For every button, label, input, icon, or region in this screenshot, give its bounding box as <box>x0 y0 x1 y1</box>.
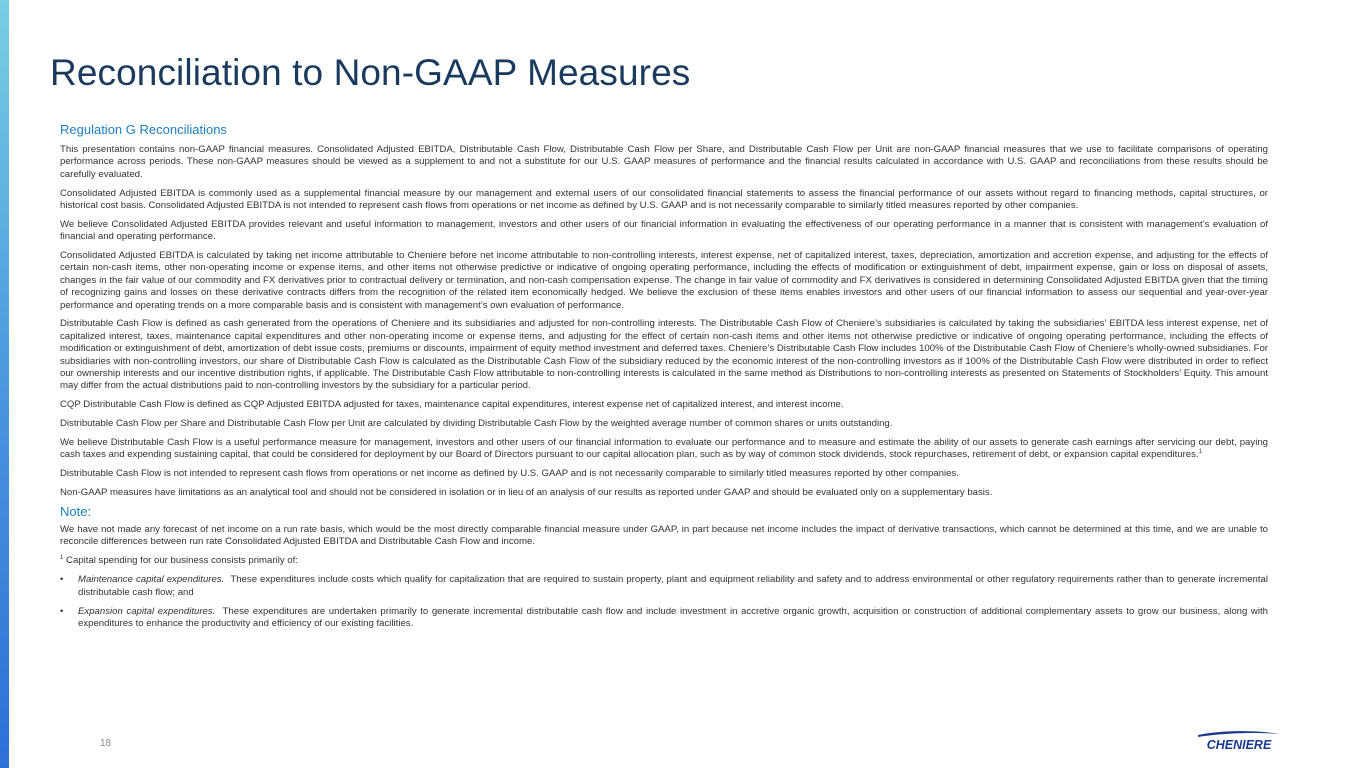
footnote-intro-text: Capital spending for our business consists primarily of: <box>66 554 298 566</box>
paragraph-non-gaap-limitations: Non-GAAP measures have limitations as an analytical tool and should not be considered in isolation or in lieu of an analysis of our results as reported under GAAP and should be evaluated only on a supplementary basis. <box>60 486 993 498</box>
bullet-description: These expenditures are undertaken primarily to generate incremental distributable cash flow and include investment in accretive organic growth, acquisition or construction of additional complementary assets to grow our business, along with expenditures to enhance the productivity and efficiency of our existing facilities. <box>78 606 1268 630</box>
bullet-term: Maintenance capital expenditures. <box>78 574 225 586</box>
paragraph-dcf-definition: Distributable Cash Flow is defined as cash generated from the operations of Cheniere and its subsidiaries and adjusted for non-controlling interests. The Distributable Cash Flow of Cheniere’s subsidiaries is calculated by taking the subsidiaries’ EBITDA less interest expense, net of capitalized interest, taxes, maintenance capital expenditures and other non-operating income or expense items, and adjusting for the effect of certain non-cash items and other items not otherwise predictive or indicative of ongoing operating performance, including the effects of modification or extinguishment of debt, amortization of debt issue costs, premiums or discounts, impairment of equity method investment and deferred taxes. Cheniere’s Distributable Cash Flow includes 100% of the Distributable Cash Flow of Cheniere’s wholly-owned subsidiaries. For subsidiaries with non-controlling investors, our share of Distributable Cash Flow is calculated as the Distributable Cash Flow of the subsidiary reduced by the economic interest of the non-controlling investors as if 100% of the Distributable Cash Flow were distributed in order to reflect our ownership interests and our incentive distribution rights, if applicable. The Distributable Cash Flow attributable to non-controlling interests is calculated in the same method as Distributions to non-controlling interests as presented on Statements of Stockholders’ Equity. This amount may differ from the actual distributions paid to non-controlling investors by the subsidiary for a particular period. <box>60 318 1268 392</box>
note-paragraph: We have not made any forecast of net income on a run rate basis, which would be the most directly comparable financial measure under GAAP, in part because net income includes the impact of derivative transactions, which cannot be determined at this time, and we are unable to reconcile differences between run rate Consolidated Adjusted EBITDA and Distributable Cash Flow and income. <box>60 523 1268 548</box>
content-area <box>60 122 1268 638</box>
paragraph-dcf-per-share: Distributable Cash Flow per Share and Distributable Cash Flow per Unit are calculated by dividing Distributable Cash Flow by the weighted average number of common shares or units outstanding. <box>60 418 893 430</box>
paragraph-ebitda-usage: Consolidated Adjusted EBITDA is commonly used as a supplemental financial measure by our management and external users of our consolidated financial statements to assess the financial performance of our assets without regard to financing methods, capital structures, or historical cost basis. Consolidated Adjusted EBITDA is not intended to represent cash flows from operations or net income as defined by U.S. GAAP and is not necessarily comparable to similarly titled measures reported by other companies. <box>60 187 1268 212</box>
bullet-icon: • <box>60 606 64 618</box>
footnote-marker: 1 <box>1198 449 1202 456</box>
paragraph-ebitda-belief: We believe Consolidated Adjusted EBITDA provides relevant and useful information to management, investors and other users of our financial information in evaluating the effectiveness of our operating performance in a manner that is consistent with management’s evaluation of financial and operating performance. <box>60 218 1268 243</box>
paragraph-intro: This presentation contains non-GAAP financial measures. Consolidated Adjusted EBITDA, Distributable Cash Flow, Distributable Cash Flow per Share, and Distributable Cash Flow per Unit are non-GAAP financial measures that we use to facilitate comparisons of operating performance across periods. These non-GAAP measures should be viewed as a supplement to and not a substitute for our U.S. GAAP measures of performance and the financial results calculated in accordance with U.S. GAAP and reconciliations from these results should be carefully evaluated. <box>60 144 1268 180</box>
paragraph-dcf-belief-text: We believe Distributable Cash Flow is a useful performance measure for management, investors and other users of our financial information to evaluate our performance and to measure and estimate the ability of our assets to generate cash earnings after servicing our debt, paying cash taxes and expending sustaining capital, that could be considered for deployment by our Board of Directors pursuant to our capital allocation plan, such as by way of common stock dividends, stock repurchases, retirement of debt, or expansion capital expenditures. <box>60 436 1268 461</box>
bullet-text <box>78 574 1268 599</box>
logo-text: CHENIERE <box>1206 738 1272 752</box>
accent-bar <box>0 0 9 768</box>
paragraph-dcf-limitation: Distributable Cash Flow is not intended to represent cash flows from operations or net income as defined by U.S. GAAP and is not necessarily comparable to similarly titled measures reported by other companies. <box>60 468 959 480</box>
paragraph-ebitda-calculation: Consolidated Adjusted EBITDA is calculated by taking net income attributable to Cheniere before net income attributable to non-controlling interests, interest expense, net of capitalized interest, taxes, depreciation, amortization and accretion expense, and adjusting for the effects of certain non-cash items, other non-operating income or expense items, and other items not otherwise predictive or indicative of ongoing operating performance, including the effects of modification or extinguishment of debt, impairment expense, gain or loss on disposal of assets, changes in the fair value of our commodity and FX derivatives prior to contractual delivery or termination, and non-cash compensation expense. The change in fair value of commodity and FX derivatives is considered in determining Consolidated Adjusted EBITDA given that the timing of recognizing gains and losses on these derivative contracts differs from the recognition of the related item economically hedged. We believe the exclusion of these items enables investors and other users of our financial information to assess our sequential and year-over-year performance and operating trends on a more comparable basis and is consistent with management’s own evaluation of performance. <box>60 250 1268 311</box>
bullet-maintenance-capex <box>60 574 1268 599</box>
footnote-intro-marker: 1 <box>60 554 64 561</box>
note-heading: Note: <box>60 503 92 519</box>
bullet-text <box>78 606 1268 631</box>
bullet-term: Expansion capital expenditures. <box>78 606 216 618</box>
section-heading: Regulation G Reconciliations <box>60 122 227 137</box>
bullet-icon: • <box>60 574 64 586</box>
logo-swoosh-icon <box>1198 731 1280 737</box>
paragraph-cqp-dcf: CQP Distributable Cash Flow is defined as CQP Adjusted EBITDA adjusted for taxes, maintenance capital expenditures, interest expense net of capitalized interest, and interest income. <box>60 399 844 411</box>
footnote-intro <box>60 555 1268 567</box>
paragraph-dcf-belief <box>60 437 1268 462</box>
cheniere-logo <box>1196 730 1282 756</box>
page-title: Reconciliation to Non-GAAP Measures <box>50 52 691 93</box>
bullet-expansion-capex <box>60 606 1268 631</box>
page-number: 18 <box>100 738 112 749</box>
bullet-description: These expenditures include costs which qualify for capitalization that are required to sustain property, plant and equipment reliability and safety and to address environmental or other regulatory requirements rather than to generate incremental distributable cash flow; and <box>78 574 1268 598</box>
